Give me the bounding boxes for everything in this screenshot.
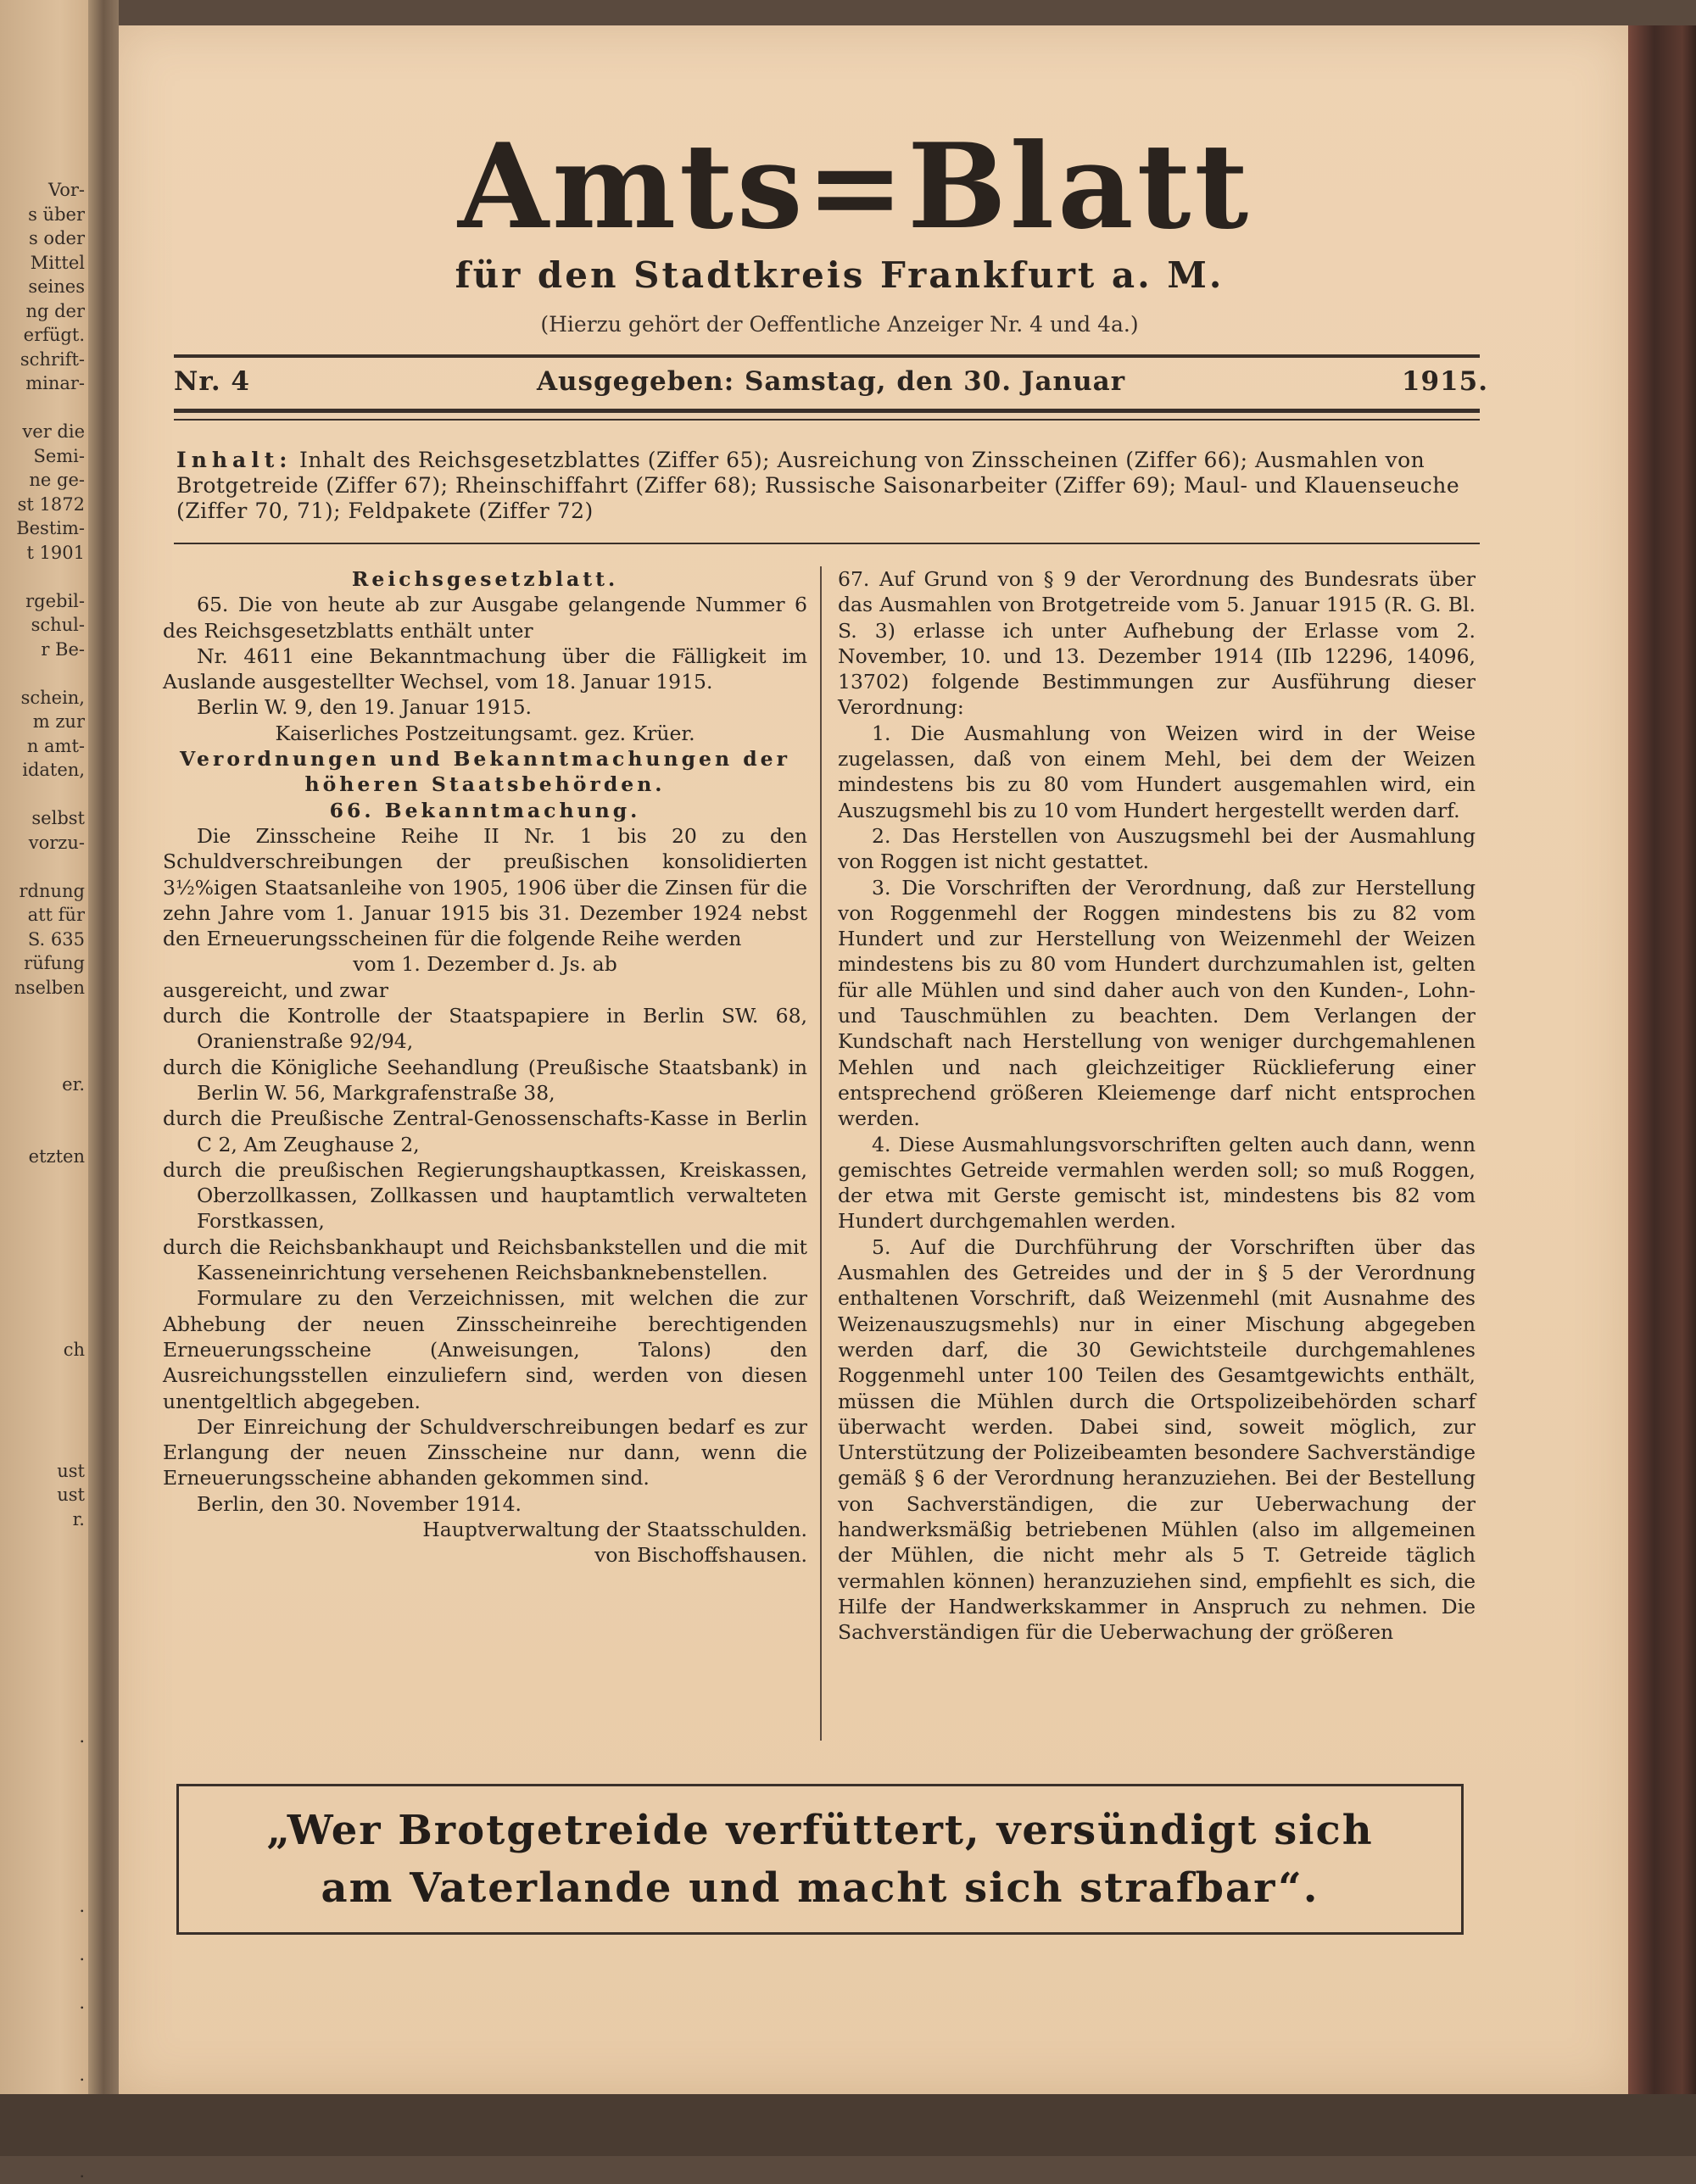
issue-year: 1915. <box>1401 366 1488 397</box>
issue-date: Ausgegeben: Samstag, den 30. Januar <box>536 366 1126 397</box>
right-column-paragraph: 2. Das Herstellen von Auszugsmehl bei der Ausmahlung von Roggen ist nicht gestattet. <box>838 823 1476 874</box>
left-page-fragment: . <box>79 2161 85 2181</box>
left-page-fragment <box>0 1266 85 1290</box>
left-page-fragment <box>0 1628 85 1652</box>
right-column-paragraph: 67. Auf Grund von § 9 der Verordnung des Bundesrats über das Ausmahlen von Brotgetreide vom 5. Januar 1915 (R. G. Bl. S. 3) erlasse ich unter Aufhebung der Erlasse vom 2. November, 10. und 13. Dezember 1914 (IIb 12296, 14096, 13702) folgende Bestimmungen zur Ausführung dieser Verordnung: <box>838 567 1476 720</box>
left-page-fragment <box>0 1531 85 1556</box>
left-column-paragraph: von Bischoffshausen. <box>594 1543 807 1568</box>
left-page-fragment <box>0 1797 85 1822</box>
masthead-title: Amts=Blatt <box>458 117 1252 255</box>
header-rule-thin <box>174 419 1480 421</box>
left-page-fragment: rgebil- <box>25 590 85 611</box>
left-page-fragment: minar- <box>25 373 85 393</box>
left-column-paragraph: Reichsgesetzblatt. <box>351 567 619 591</box>
left-page-fragment <box>0 1024 85 1049</box>
right-column-paragraph: 1. Die Ausmahlung von Weizen wird in der Weise zugelassen, daß von einem Mehl, bei dem der Weizen mindestens bis zu 80 vom Hundert ausgemahlen wird, ein Auszugsmehl bis zu 10 vom Hundert hergestellt werden darf. <box>838 721 1476 822</box>
left-page-fragment: schul- <box>31 615 85 635</box>
left-page-fragment <box>0 1966 85 1991</box>
left-column-paragraph: ausgereicht, und zwar <box>163 978 389 1002</box>
left-page-fragment: rüfung <box>24 953 85 973</box>
left-column-paragraph: Nr. 4611 eine Bekanntmachung über die Fälligkeit im Auslande ausgestellter Wechsel, vom 18. Januar 1915. <box>163 644 807 694</box>
left-page-fragment: rdnung <box>19 880 85 901</box>
left-page-fragment: idaten, <box>22 760 85 780</box>
left-page-fragment: er. <box>62 1073 85 1095</box>
contents-label: Inhalt: <box>176 448 293 472</box>
book-gutter <box>88 0 119 2156</box>
contents-text: Inhalt des Reichsgesetzblattes (Ziffer 65); Ausreichung von Zinsscheinen (Ziffer 66); Ausmahlen von Brotgetreide (Ziffer 67); Rheinschiffahrt (Ziffer 68); Russische Saisonarbeiter (Ziffer 69); Maul- und Klauenseuche (Ziffer 70, 71); Feldpakete (Ziffer 72) <box>176 448 1460 523</box>
left-page-fragment <box>0 1121 85 1145</box>
masthead-subtitle: für den Stadtkreis Frankfurt a. M. <box>455 254 1225 296</box>
left-page-fragment: s oder <box>28 228 85 248</box>
left-page-fragment <box>0 1048 85 1072</box>
left-page-fragment <box>0 783 85 807</box>
left-page-fragment: vorzu- <box>28 832 85 853</box>
left-page-fragment <box>0 1869 85 1894</box>
left-page-fragment <box>0 1701 85 1725</box>
left-page-fragment: selbst <box>31 808 85 828</box>
left-page-fragment: ust <box>57 1485 85 1505</box>
issue-number: Nr. 4 <box>174 366 250 397</box>
left-page-fragment <box>0 1096 85 1121</box>
left-column-paragraph: 66. Bekanntmachung. <box>329 798 641 822</box>
left-page-fragment <box>0 1773 85 1797</box>
left-page-fragment <box>0 1217 85 1242</box>
left-page-fragment: r. <box>72 1508 85 1529</box>
left-page-fragment: . <box>79 2064 85 2085</box>
left-page-fragment <box>0 1821 85 1846</box>
left-page-fragment <box>0 1846 85 1870</box>
left-column-paragraph: durch die preußischen Regierungshauptkassen, Kreiskassen, Oberzollkassen, Zollkassen und hauptamtlich verwalteten Forstkassen, <box>163 1157 807 1234</box>
left-page-fragment: nselben <box>14 977 85 998</box>
left-column-paragraph: vom 1. Dezember d. Js. ab <box>353 952 617 977</box>
book-cover-edge <box>0 2094 1696 2156</box>
left-page-fragment <box>0 1411 85 1435</box>
left-column-paragraph: Der Einreichung der Schuldverschreibungen bedarf es zur Erlangung der neuen Zinsscheine nur dann, wenn die Erneuerungsscheine abhanden gekommen sind. <box>163 1414 807 1490</box>
left-page-fragment: schein, <box>20 687 85 708</box>
left-page-fragment: S. 635 <box>27 928 85 950</box>
right-column-paragraph: 5. Auf die Durchführung der Vorschriften über das Ausmahlen des Getreides und der in § 5 der Verordnung enthaltenen Vorschrift, daß Weizenmehl (mit Ausnahme des Weizenauszugsmehls) nur in einer Mischung abgegeben werden darf, die 30 Gewichtsteile durchgemahlenes Roggenmehl unter 100 Teilen des Gesamtgewichts enthält, müssen die Mühlen durch die Ortspolizeibehörden scharf überwacht werden. Dabei sind, soweit möglich, zur Unterstützung der Polizeibeamten besondere Sachverständige gemäß § 6 der Verordnung heranzuziehen. Bei der Bestellung von Sachverständigen, die zur Ueberwachung der handwerksmäßig betriebenen Mühlen (also im allgemeinen der Mühlen, die nicht mehr als 5 T. Getreide täglich vermahlen können) heranzuziehen sind, empfiehlt es sich, die Hilfe der Handwerkskammer in Anspruch zu nehmen. Die Sachverständigen für die Ueberwachung der größeren <box>838 1234 1476 1645</box>
right-column <box>838 566 1476 1645</box>
book-spine <box>1626 25 1696 2156</box>
contents-rule <box>174 543 1480 544</box>
column-divider <box>820 566 822 1741</box>
left-page-fragment: seines <box>28 276 85 297</box>
left-page-fragment: att für <box>27 905 85 925</box>
issue-line <box>174 366 1488 404</box>
left-page-fragment <box>0 1604 85 1629</box>
left-page-fragment: ne ge- <box>29 470 85 490</box>
left-page-fragment <box>0 1362 85 1387</box>
left-page-fragment <box>0 2014 85 2039</box>
left-page-fragment <box>0 1676 85 1701</box>
left-page-fragment <box>0 1241 85 1266</box>
header-rule-bottom <box>174 409 1480 413</box>
left-page-fragment: . <box>79 1943 85 1964</box>
left-page-fragment <box>0 1749 85 1774</box>
left-page-fragment: ust <box>57 1460 85 1481</box>
left-column-paragraph: durch die Kontrolle der Staatspapiere in Berlin SW. 68, Oranienstraße 92/94, <box>163 1004 807 1054</box>
left-page-fragment: . <box>79 1992 85 2013</box>
left-page-fragment <box>0 1290 85 1314</box>
left-column-paragraph: 65. Die von heute ab zur Ausgabe gelangende Nummer 6 des Reichsgesetzblatts enthält unter <box>163 593 807 643</box>
left-page-fragment: Vor- <box>47 180 85 200</box>
left-page-fragment: Mittel <box>30 252 85 273</box>
left-page-fragment: schrift- <box>20 348 85 370</box>
left-page-fragment: st 1872 <box>17 493 85 515</box>
left-column-paragraph: Hauptverwaltung der Staatsschulden. <box>422 1517 807 1541</box>
left-column-paragraph: Kaiserliches Postzeitungsamt. gez. Krüer. <box>275 721 695 745</box>
table-of-contents <box>176 448 1482 524</box>
left-page-fragment: ch <box>63 1340 85 1360</box>
left-page-text-fragments <box>0 178 85 2184</box>
left-page-fragment: n amt- <box>26 735 85 756</box>
left-column <box>163 566 807 1568</box>
left-page-fragment <box>0 1652 85 1677</box>
left-page-fragment: Semi- <box>33 445 85 466</box>
slogan-line-2: am Vaterlande und macht sich strafbar“. <box>321 1864 1319 1912</box>
left-page-fragment: ng der <box>25 300 85 321</box>
left-page-fragment: . <box>79 1726 85 1747</box>
left-column-paragraph: Berlin, den 30. November 1914. <box>197 1491 522 1516</box>
left-column-paragraph: Formulare zu den Verzeichnissen, mit welchen die zur Abhebung der neuen Zinsscheinreihe berechtigenden Erneuerungsscheine (Anweisungen, Talons) den Ausreichungsstellen einzuliefern sind, werden von diesen unentgeltlich abgegeben. <box>163 1286 807 1413</box>
left-page-fragment: m zur <box>32 711 85 732</box>
left-page-fragment <box>0 565 85 589</box>
left-page-fragment: Bestim- <box>16 518 85 538</box>
left-page-fragment <box>0 1580 85 1604</box>
left-column-paragraph: durch die Reichsbankhaupt und Reichsbankstellen und die mit Kasseneinrichtung versehenen Reichsbanknebenstellen. <box>163 1234 807 1285</box>
left-page-fragment <box>0 661 85 686</box>
left-page-fragment <box>0 1000 85 1024</box>
left-page-fragment: ver die <box>22 421 85 442</box>
slogan-box <box>176 1784 1464 1935</box>
left-column-paragraph: durch die Preußische Zentral-Genossenschafts-Kasse in Berlin C 2, Am Zeughause 2, <box>163 1106 807 1156</box>
left-page-fragment: etzten <box>28 1146 85 1167</box>
right-column-paragraph: 4. Diese Ausmahlungsvorschriften gelten auch dann, wenn gemischtes Getreide vermahlen werden soll; so muß Roggen, der etwa mit Gerste gemischt ist, mindestens bis 82 vom Hundert durchgemahlen werden. <box>838 1132 1476 1234</box>
left-column-paragraph: Die Zinsscheine Reihe II Nr. 1 bis 20 zu den Schuldverschreibungen der preußischen konsolidierten 3½%igen Staatsanleihe von 1905, 1906 über die Zinsen für die zehn Jahre vom 1. Januar 1915 bis 31. Dezember 1924 nebst den Erneuerungsscheinen für die folgende Reihe werden <box>163 823 807 951</box>
masthead-note: (Hierzu gehört der Oeffentliche Anzeiger Nr. 4 und 4a.) <box>540 312 1139 337</box>
left-page-fragment <box>0 1386 85 1411</box>
left-page-fragment <box>0 1314 85 1339</box>
left-page-fragment <box>0 1435 85 1459</box>
right-column-paragraph: 3. Die Vorschriften der Verordnung, daß zur Herstellung von Roggenmehl der Roggen mindestens bis zu 82 vom Hundert und zur Herstellung von Weizenmehl der Weizen mindestens bis zu 80 vom Hundert durchzumahlen ist, gelten für alle Mühlen und sind daher auch von den Kunden-, Lohn- und Tauschmühlen zu beachten. Dem Verlangen der Kundschaft nach Herstellung von weniger durchgemahlenen Mehlen und nach gleichzeitiger Rücklieferung einer entsprechend größeren Kleiemenge darf nicht entsprochen werden. <box>838 875 1476 1131</box>
left-page-fragment: erfügt. <box>23 325 85 345</box>
left-page-fragment <box>0 855 85 879</box>
left-page-fragment <box>0 1169 85 1194</box>
left-page-fragment <box>0 1193 85 1217</box>
left-page-fragment: r Be- <box>41 638 85 660</box>
left-column-paragraph: Verordnungen und Bekanntmachungen der höheren Staatsbehörden. <box>179 747 790 797</box>
header-rule-top <box>174 354 1480 358</box>
left-column-paragraph: durch die Königliche Seehandlung (Preußische Staatsbank) in Berlin W. 56, Markgrafenstraße 38, <box>163 1055 807 1105</box>
left-page-fragment: . <box>79 1895 85 1916</box>
left-page-fragment: s über <box>28 203 85 225</box>
left-page-fragment <box>0 396 85 421</box>
left-column-paragraph: Berlin W. 9, den 19. Januar 1915. <box>197 695 533 720</box>
left-page-fragment <box>0 1556 85 1580</box>
left-page-fragment <box>0 1918 85 1942</box>
slogan-line-1: „Wer Brotgetreide verfüttert, versündigt sich <box>266 1807 1374 1854</box>
left-page-fragment: t 1901 <box>26 542 85 563</box>
left-page-fragment <box>0 2039 85 2064</box>
